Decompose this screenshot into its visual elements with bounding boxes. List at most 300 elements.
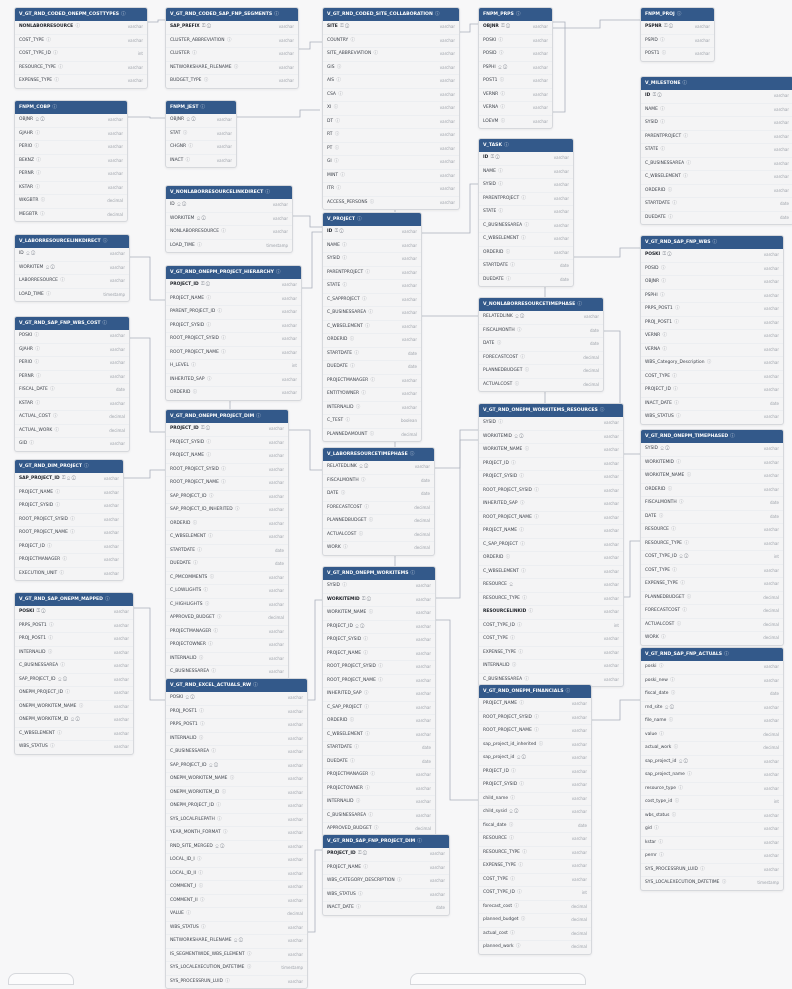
column-row[interactable] xyxy=(15,357,129,371)
column-row[interactable] xyxy=(166,293,301,307)
table-t-sap-onepm-mapped[interactable] xyxy=(14,592,134,755)
column-row[interactable] xyxy=(479,338,603,352)
column-row[interactable] xyxy=(641,729,783,743)
column-row[interactable] xyxy=(479,152,573,166)
table-t-sap-fnp-project-dim[interactable] xyxy=(322,834,450,916)
column-row[interactable] xyxy=(166,114,236,128)
table-header[interactable] xyxy=(323,567,435,580)
column-row[interactable] xyxy=(166,922,307,936)
info-icon[interactable]: ⓘ xyxy=(121,12,126,17)
column-row[interactable] xyxy=(641,605,783,619)
table-t-fnpm-cobp[interactable] xyxy=(14,100,128,222)
column-row[interactable] xyxy=(479,698,591,712)
table-header[interactable] xyxy=(15,101,127,114)
column-row[interactable] xyxy=(641,384,783,398)
column-row[interactable] xyxy=(641,411,783,424)
column-row[interactable] xyxy=(15,248,129,262)
column-row[interactable] xyxy=(479,379,603,392)
column-row[interactable] xyxy=(479,365,603,379)
column-row[interactable] xyxy=(479,779,591,793)
column-row[interactable] xyxy=(479,752,591,766)
table-header[interactable] xyxy=(641,236,783,249)
column-row[interactable] xyxy=(15,728,133,742)
column-row[interactable] xyxy=(323,226,421,240)
column-row[interactable] xyxy=(15,620,133,634)
column-row[interactable] xyxy=(641,632,783,645)
column-row[interactable] xyxy=(641,249,783,263)
column-row[interactable] xyxy=(641,398,783,412)
column-row[interactable] xyxy=(479,579,623,593)
table-header[interactable] xyxy=(479,139,573,152)
column-row[interactable] xyxy=(641,796,783,810)
column-row[interactable] xyxy=(641,619,783,633)
column-row[interactable] xyxy=(479,102,552,116)
column-row[interactable] xyxy=(641,484,783,498)
column-row[interactable] xyxy=(479,874,591,888)
column-row[interactable] xyxy=(641,344,783,358)
column-row[interactable] xyxy=(166,612,288,626)
column-row[interactable] xyxy=(641,850,783,864)
table-t-sap-fnp-wbs[interactable] xyxy=(640,235,784,425)
column-row[interactable] xyxy=(15,714,133,728)
table-header[interactable] xyxy=(641,648,783,661)
column-row[interactable] xyxy=(15,606,133,620)
table-header[interactable] xyxy=(323,448,434,461)
column-row[interactable] xyxy=(15,633,133,647)
column-row[interactable] xyxy=(479,431,623,445)
column-row[interactable] xyxy=(166,746,307,760)
column-row[interactable] xyxy=(166,437,288,451)
column-row[interactable] xyxy=(479,233,573,247)
column-row[interactable] xyxy=(641,35,714,49)
column-row[interactable] xyxy=(166,639,288,653)
info-icon[interactable]: ⓘ xyxy=(265,190,270,195)
column-row[interactable] xyxy=(479,793,591,807)
column-row[interactable] xyxy=(323,21,459,35)
column-row[interactable] xyxy=(166,868,307,882)
column-row[interactable] xyxy=(323,375,421,389)
column-row[interactable] xyxy=(166,572,288,586)
column-row[interactable] xyxy=(166,240,292,253)
column-row[interactable] xyxy=(166,545,288,559)
column-row[interactable] xyxy=(15,568,123,581)
column-row[interactable] xyxy=(15,487,123,501)
info-icon[interactable]: ⓘ xyxy=(504,143,509,148)
column-row[interactable] xyxy=(479,260,573,274)
column-row[interactable] xyxy=(641,578,783,592)
column-row[interactable] xyxy=(323,889,449,903)
column-row[interactable] xyxy=(323,35,459,49)
column-row[interactable] xyxy=(479,941,591,954)
column-row[interactable] xyxy=(15,262,129,276)
table-header[interactable] xyxy=(479,298,603,311)
column-row[interactable] xyxy=(641,90,792,104)
column-row[interactable] xyxy=(641,303,783,317)
column-row[interactable] xyxy=(323,502,434,516)
column-row[interactable] xyxy=(479,901,591,915)
column-row[interactable] xyxy=(323,348,421,362)
table-header[interactable] xyxy=(323,8,459,21)
table-t-sap-fnp-wbs-cost[interactable] xyxy=(14,316,130,452)
table-t-onepm-workitems[interactable] xyxy=(322,566,436,837)
table-t-onepm-workitems-resources[interactable] xyxy=(478,403,624,687)
column-row[interactable] xyxy=(15,75,147,88)
column-row[interactable] xyxy=(323,607,435,621)
column-row[interactable] xyxy=(15,701,133,715)
column-row[interactable] xyxy=(641,212,792,225)
column-row[interactable] xyxy=(479,606,623,620)
column-row[interactable] xyxy=(166,306,301,320)
column-row[interactable] xyxy=(323,388,421,402)
column-row[interactable] xyxy=(479,444,623,458)
column-row[interactable] xyxy=(323,621,435,635)
column-row[interactable] xyxy=(15,473,123,487)
column-row[interactable] xyxy=(15,62,147,76)
column-row[interactable] xyxy=(641,443,783,457)
info-icon[interactable]: ⓘ xyxy=(84,464,89,469)
column-row[interactable] xyxy=(323,848,449,862)
column-row[interactable] xyxy=(641,263,783,277)
column-row[interactable] xyxy=(166,279,301,293)
info-icon[interactable]: ⓘ xyxy=(275,270,281,275)
column-row[interactable] xyxy=(479,485,623,499)
column-row[interactable] xyxy=(641,171,792,185)
column-row[interactable] xyxy=(479,766,591,780)
column-row[interactable] xyxy=(166,491,288,505)
column-row[interactable] xyxy=(15,48,147,62)
column-row[interactable] xyxy=(641,783,783,797)
column-row[interactable] xyxy=(15,741,133,754)
column-row[interactable] xyxy=(323,143,459,157)
column-row[interactable] xyxy=(166,706,307,720)
info-icon[interactable]: ⓘ xyxy=(274,12,279,17)
info-icon[interactable]: ⓘ xyxy=(712,240,718,245)
column-row[interactable] xyxy=(166,360,301,374)
column-row[interactable] xyxy=(323,102,459,116)
info-icon[interactable]: ⓘ xyxy=(730,434,735,439)
column-row[interactable] xyxy=(323,688,435,702)
column-row[interactable] xyxy=(479,325,603,339)
column-row[interactable] xyxy=(641,715,783,729)
column-row[interactable] xyxy=(479,593,623,607)
info-icon[interactable]: ⓘ xyxy=(565,689,571,694)
table-header[interactable] xyxy=(15,460,123,473)
column-row[interactable] xyxy=(323,402,421,416)
column-row[interactable] xyxy=(323,756,435,770)
column-row[interactable] xyxy=(479,458,623,472)
column-row[interactable] xyxy=(166,841,307,855)
column-row[interactable] xyxy=(323,334,421,348)
column-row[interactable] xyxy=(641,675,783,689)
info-icon[interactable]: ⓘ xyxy=(417,839,422,844)
column-row[interactable] xyxy=(641,330,783,344)
column-row[interactable] xyxy=(479,220,573,234)
table-t-fnpm-jest[interactable] xyxy=(165,100,237,168)
column-row[interactable] xyxy=(323,875,449,889)
column-row[interactable] xyxy=(166,141,236,155)
table-header[interactable] xyxy=(641,77,792,90)
column-row[interactable] xyxy=(479,539,623,553)
column-row[interactable] xyxy=(479,739,591,753)
table-t-fnpm-prps[interactable] xyxy=(478,7,553,129)
table-t-onepm-project-dim[interactable] xyxy=(165,409,289,680)
column-row[interactable] xyxy=(641,470,783,484)
column-row[interactable] xyxy=(166,62,298,76)
column-row[interactable] xyxy=(166,558,288,572)
column-row[interactable] xyxy=(323,361,421,375)
table-header[interactable] xyxy=(323,213,421,226)
column-row[interactable] xyxy=(15,674,133,688)
column-row[interactable] xyxy=(641,538,783,552)
column-row[interactable] xyxy=(323,48,459,62)
column-row[interactable] xyxy=(15,344,129,358)
column-row[interactable] xyxy=(15,168,127,182)
column-row[interactable] xyxy=(479,35,552,49)
table-header[interactable] xyxy=(166,410,288,423)
table-t-sap-fnp-actuals[interactable] xyxy=(640,647,784,891)
column-row[interactable] xyxy=(166,48,298,62)
column-row[interactable] xyxy=(166,128,236,142)
table-t-fnpm-proj[interactable] xyxy=(640,7,715,62)
column-row[interactable] xyxy=(641,565,783,579)
info-icon[interactable]: ⓘ xyxy=(724,652,729,657)
column-row[interactable] xyxy=(323,294,421,308)
table-t-coded-sap-fnp-segments[interactable] xyxy=(165,7,299,89)
column-row[interactable] xyxy=(323,116,459,130)
table-t-onepm-timephased[interactable] xyxy=(640,429,784,646)
column-row[interactable] xyxy=(15,660,133,674)
table-header[interactable] xyxy=(479,685,591,698)
column-row[interactable] xyxy=(641,185,792,199)
column-row[interactable] xyxy=(323,796,435,810)
column-row[interactable] xyxy=(166,226,292,240)
table-t-laborresourcetimephase[interactable] xyxy=(322,447,435,556)
column-row[interactable] xyxy=(166,21,298,35)
column-row[interactable] xyxy=(641,551,783,565)
column-row[interactable] xyxy=(641,131,792,145)
column-row[interactable] xyxy=(641,524,783,538)
column-row[interactable] xyxy=(166,423,288,437)
column-row[interactable] xyxy=(479,417,623,431)
column-row[interactable] xyxy=(166,387,301,400)
column-row[interactable] xyxy=(166,666,288,679)
column-row[interactable] xyxy=(166,814,307,828)
column-row[interactable] xyxy=(166,374,301,388)
column-row[interactable] xyxy=(323,742,435,756)
column-row[interactable] xyxy=(15,514,123,528)
info-icon[interactable]: ⓘ xyxy=(577,302,582,307)
column-row[interactable] xyxy=(479,89,552,103)
column-row[interactable] xyxy=(479,887,591,901)
table-t-excel-actuals-rw[interactable] xyxy=(165,678,308,989)
table-header[interactable] xyxy=(166,679,307,692)
column-row[interactable] xyxy=(479,552,623,566)
column-row[interactable] xyxy=(641,592,783,606)
column-row[interactable] xyxy=(641,810,783,824)
table-t-dim-project[interactable] xyxy=(14,459,124,581)
info-icon[interactable]: ⓘ xyxy=(409,452,415,457)
column-row[interactable] xyxy=(323,810,435,824)
column-row[interactable] xyxy=(641,457,783,471)
column-row[interactable] xyxy=(323,529,434,543)
column-row[interactable] xyxy=(166,518,288,532)
column-row[interactable] xyxy=(323,648,435,662)
column-row[interactable] xyxy=(323,769,435,783)
column-row[interactable] xyxy=(15,687,133,701)
column-row[interactable] xyxy=(15,438,129,451)
column-row[interactable] xyxy=(479,833,591,847)
column-row[interactable] xyxy=(166,75,298,88)
info-icon[interactable]: ⓘ xyxy=(104,597,110,602)
info-icon[interactable]: ⓘ xyxy=(676,12,682,17)
column-row[interactable] xyxy=(641,661,783,675)
column-row[interactable] xyxy=(166,599,288,613)
column-row[interactable] xyxy=(479,193,573,207)
column-row[interactable] xyxy=(641,769,783,783)
column-row[interactable] xyxy=(323,488,434,502)
column-row[interactable] xyxy=(323,515,434,529)
column-row[interactable] xyxy=(166,504,288,518)
info-icon[interactable]: ⓘ xyxy=(599,408,605,413)
column-row[interactable] xyxy=(479,179,573,193)
column-row[interactable] xyxy=(323,62,459,76)
column-row[interactable] xyxy=(641,144,792,158)
table-header[interactable] xyxy=(166,8,298,21)
column-row[interactable] xyxy=(15,371,129,385)
column-row[interactable] xyxy=(641,877,783,890)
column-row[interactable] xyxy=(479,914,591,928)
table-t-nonlaborresourcelinkdirect[interactable] xyxy=(165,185,293,253)
column-row[interactable] xyxy=(323,542,434,555)
column-row[interactable] xyxy=(479,633,623,647)
table-header[interactable] xyxy=(15,593,133,606)
column-row[interactable] xyxy=(479,928,591,942)
column-row[interactable] xyxy=(166,692,307,706)
table-t-project[interactable] xyxy=(322,212,422,442)
column-row[interactable] xyxy=(15,35,147,49)
column-row[interactable] xyxy=(166,760,307,774)
column-row[interactable] xyxy=(323,156,459,170)
column-row[interactable] xyxy=(15,554,123,568)
column-row[interactable] xyxy=(641,371,783,385)
column-row[interactable] xyxy=(166,585,288,599)
column-row[interactable] xyxy=(641,104,792,118)
column-row[interactable] xyxy=(15,195,127,209)
column-row[interactable] xyxy=(15,647,133,661)
column-row[interactable] xyxy=(641,21,714,35)
column-row[interactable] xyxy=(15,527,123,541)
column-row[interactable] xyxy=(166,787,307,801)
column-row[interactable] xyxy=(641,688,783,702)
column-row[interactable] xyxy=(641,864,783,878)
column-row[interactable] xyxy=(641,823,783,837)
info-icon[interactable]: ⓘ xyxy=(200,105,206,110)
column-row[interactable] xyxy=(166,773,307,787)
table-t-laborresourcelinkdirect[interactable] xyxy=(14,234,130,302)
column-row[interactable] xyxy=(323,675,435,689)
column-row[interactable] xyxy=(479,620,623,634)
column-row[interactable] xyxy=(166,908,307,922)
column-row[interactable] xyxy=(323,594,435,608)
table-header[interactable] xyxy=(166,101,236,114)
column-row[interactable] xyxy=(166,800,307,814)
info-icon[interactable]: ⓘ xyxy=(52,105,57,110)
column-row[interactable] xyxy=(479,247,573,261)
column-row[interactable] xyxy=(323,321,421,335)
column-row[interactable] xyxy=(15,384,129,398)
column-row[interactable] xyxy=(166,477,288,491)
column-row[interactable] xyxy=(323,280,421,294)
column-row[interactable] xyxy=(15,182,127,196)
column-row[interactable] xyxy=(641,48,714,61)
column-row[interactable] xyxy=(641,317,783,331)
column-row[interactable] xyxy=(641,357,783,371)
table-t-milestone[interactable] xyxy=(640,76,792,225)
column-row[interactable] xyxy=(166,935,307,949)
column-row[interactable] xyxy=(323,715,435,729)
info-icon[interactable]: ⓘ xyxy=(253,683,258,688)
column-row[interactable] xyxy=(479,806,591,820)
column-row[interactable] xyxy=(15,398,129,412)
column-row[interactable] xyxy=(641,742,783,756)
info-icon[interactable]: ⓘ xyxy=(357,217,362,222)
column-row[interactable] xyxy=(641,198,792,212)
column-row[interactable] xyxy=(323,183,459,197)
table-header[interactable] xyxy=(641,8,714,21)
info-icon[interactable]: ⓘ xyxy=(102,239,108,244)
column-row[interactable] xyxy=(15,411,129,425)
column-row[interactable] xyxy=(166,199,292,213)
column-row[interactable] xyxy=(166,464,288,478)
column-row[interactable] xyxy=(479,647,623,661)
column-row[interactable] xyxy=(323,702,435,716)
column-row[interactable] xyxy=(166,881,307,895)
column-row[interactable] xyxy=(166,450,288,464)
column-row[interactable] xyxy=(479,48,552,62)
column-row[interactable] xyxy=(641,511,783,525)
table-t-coded-onepm-costtypes[interactable] xyxy=(14,7,148,89)
info-icon[interactable]: ⓘ xyxy=(256,414,261,419)
column-row[interactable] xyxy=(323,461,434,475)
column-row[interactable] xyxy=(479,820,591,834)
column-row[interactable] xyxy=(166,719,307,733)
column-row[interactable] xyxy=(166,626,288,640)
column-row[interactable] xyxy=(641,276,783,290)
column-row[interactable] xyxy=(15,500,123,514)
table-header[interactable] xyxy=(166,186,292,199)
column-row[interactable] xyxy=(479,62,552,76)
column-row[interactable] xyxy=(15,541,123,555)
column-row[interactable] xyxy=(15,425,129,439)
column-row[interactable] xyxy=(479,75,552,89)
column-row[interactable] xyxy=(166,35,298,49)
table-t-nonlaborresourcetimephase[interactable] xyxy=(478,297,604,392)
column-row[interactable] xyxy=(479,847,591,861)
column-row[interactable] xyxy=(479,525,623,539)
column-row[interactable] xyxy=(166,333,301,347)
table-header[interactable] xyxy=(15,235,129,248)
table-header[interactable] xyxy=(641,430,783,443)
column-row[interactable] xyxy=(323,307,421,321)
table-header[interactable] xyxy=(15,8,147,21)
table-t-task[interactable] xyxy=(478,138,574,287)
column-row[interactable] xyxy=(323,783,435,797)
column-row[interactable] xyxy=(166,827,307,841)
table-t-onepm-financials[interactable] xyxy=(478,684,592,955)
info-icon[interactable]: ⓘ xyxy=(410,571,416,576)
column-row[interactable] xyxy=(166,213,292,227)
column-row[interactable] xyxy=(15,275,129,289)
